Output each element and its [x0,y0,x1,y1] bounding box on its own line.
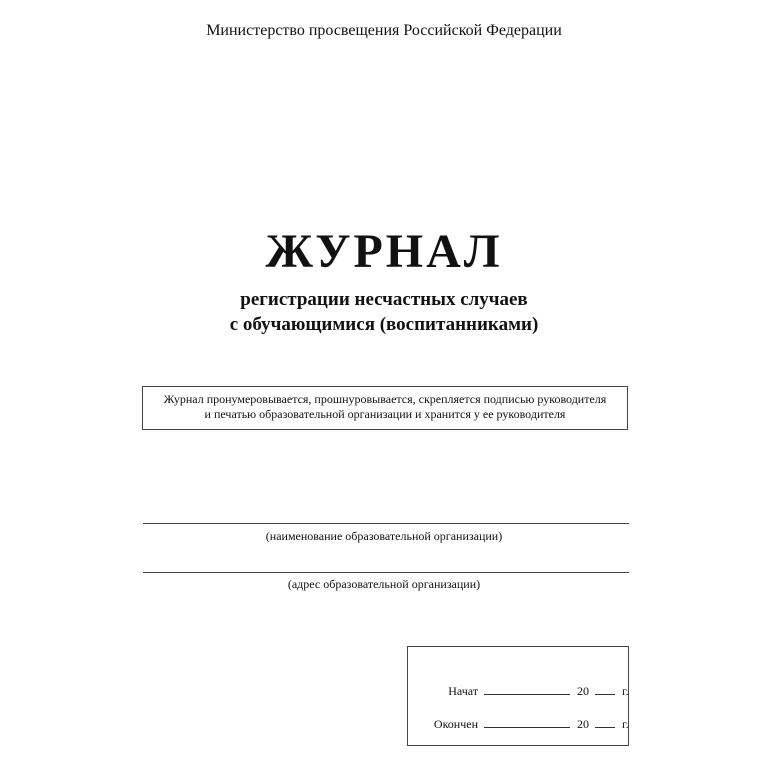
ended-label: Окончен [433,717,478,731]
notice-line1: Журнал пронумеровывается, прошнуровывается, скрепляется подписью руководителя [163,392,607,406]
ended-year-blank[interactable] [595,716,615,728]
started-label: Начат [448,684,478,698]
document-title: ЖУРНАЛ [265,225,503,278]
notice-box [142,386,628,430]
started-date-row [428,683,629,699]
ended-year-suffix: г. [622,717,629,731]
dates-box [407,646,629,746]
started-year-suffix: г. [622,684,629,698]
ended-year-prefix: 20 [577,717,589,731]
started-date-blank[interactable] [484,683,570,695]
organization-name-caption: (наименование образовательной организации) [265,529,503,543]
ended-date-row [428,716,629,732]
document-subtitle-line2: с обучающимися (воспитанниками) [229,314,539,335]
started-year-prefix: 20 [577,684,589,698]
notice-line2: и печатью образовательной организации и хранится у ее руководителя [204,407,566,421]
ended-date-blank[interactable] [484,716,570,728]
ministry-header: Министерство просвещения Российской Федерации [206,22,562,39]
document-subtitle-line1: регистрации несчастных случаев [240,289,528,310]
organization-address-line[interactable] [143,572,629,573]
organization-address-caption: (адрес образовательной организации) [287,577,481,591]
started-year-blank[interactable] [595,683,615,695]
organization-name-line[interactable] [143,523,629,524]
